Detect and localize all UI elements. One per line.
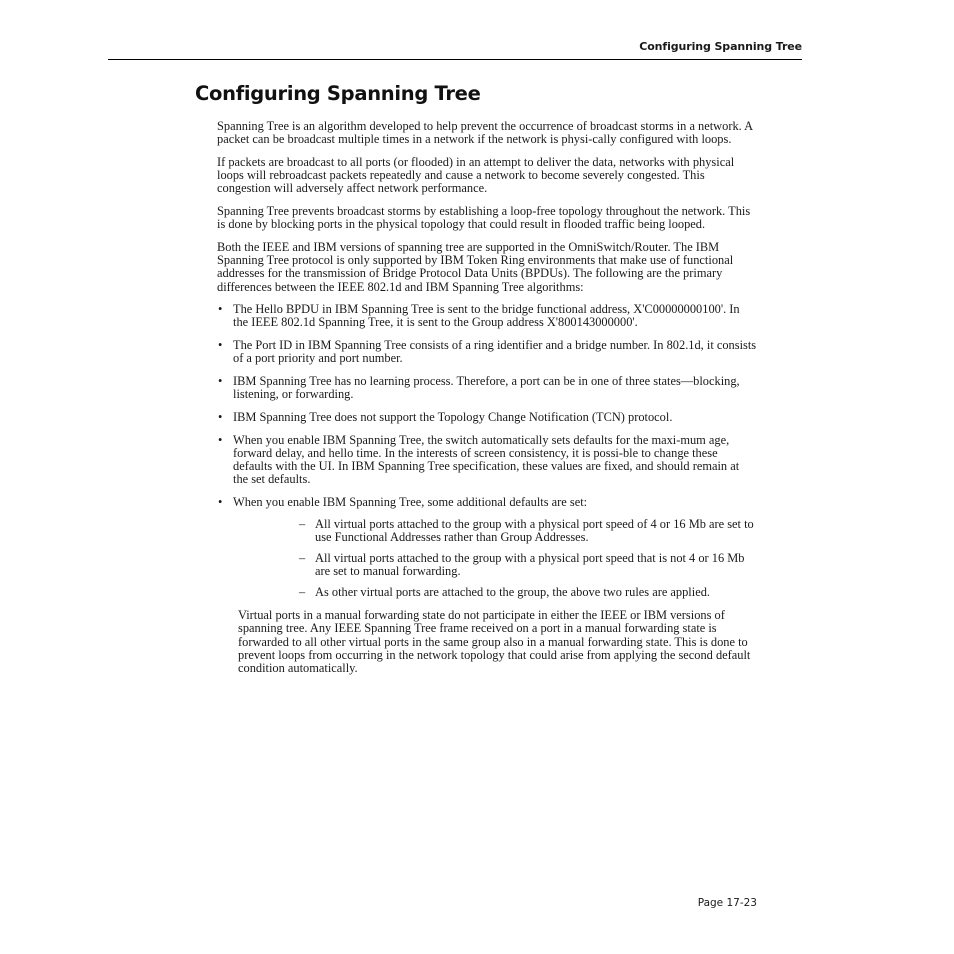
sub-list-item [299,518,757,544]
closing-paragraph: Virtual ports in a manual forwarding state do not participate in either the IEEE or IBM versions of spanning tree. Any IEEE Spanning Tree frame received on a port in a manual forwarding state is forwarded to all other virtual ports in the same group also in a manual forwarding state. This is done to prevent loops from occurring in the network topology that could arise from applying the second default condition automatically. [238,608,751,675]
section-title: Configuring Spanning Tree [195,82,481,105]
list-item-text: When you enable IBM Spanning Tree, some additional defaults are set: [233,494,588,509]
list-item [217,411,757,424]
dash-marker: – [299,551,306,566]
bullet-marker: • [218,432,223,447]
list-item-text: When you enable IBM Spanning Tree, the switch automatically sets defaults for the maxi-mum age, forward delay, and hello time. In the interests of screen consistency, it is possi-ble to change these defaults with the UI. In IBM Spanning Tree specification, these values are fixed, and should remain at the set defaults. [233,432,740,487]
list-item [217,375,757,401]
body-text [217,120,757,675]
dash-marker: – [299,517,306,532]
list-item [217,339,757,365]
header-rule [108,59,802,60]
bullet-marker: • [218,338,223,353]
bullet-marker: • [218,409,223,424]
sub-list-item [299,586,757,599]
running-header: Configuring Spanning Tree [639,40,802,53]
sub-list-item-text: As other virtual ports are attached to the group, the above two rules are applied. [315,584,710,599]
sub-list [299,518,757,599]
sub-list-item [299,552,757,578]
list-item [217,496,757,599]
list-item-text: The Hello BPDU in IBM Spanning Tree is sent to the bridge functional address, X'C00000000100'. In the IEEE 802.1d Spanning Tree, it is sent to the Group address X'800143000000'. [233,302,740,330]
list-item-text: IBM Spanning Tree does not support the Topology Change Notification (TCN) protocol. [233,409,673,424]
bullet-marker: • [218,374,223,389]
paragraph: Spanning Tree prevents broadcast storms by establishing a loop-free topology throughout the network. This is done by blocking ports in the physical topology that could result in flooded traffic being looped. [217,204,751,232]
differences-list [217,303,757,599]
sub-list-item-text: All virtual ports attached to the group with a physical port speed of 4 or 16 Mb are set to use Functional Addresses rather than Group Addresses. [315,517,754,545]
list-item [217,434,757,487]
paragraph: Both the IEEE and IBM versions of spanning tree are supported in the OmniSwitch/Router. The IBM Spanning Tree protocol is only supported by IBM Token Ring environments that make use of functional addresses for the transmission of Bridge Protocol Data Units (BPDUs). The following are the primary differences between the IEEE 802.1d and IBM Spanning Tree algorithms: [217,239,734,294]
list-item [217,303,757,329]
list-item-text: IBM Spanning Tree has no learning process. Therefore, a port can be in one of three states—blocking, listening, or forwarding. [233,374,740,402]
sub-list-item-text: All virtual ports attached to the group with a physical port speed that is not 4 or 16 Mb are set to manual forwarding. [315,551,745,579]
list-item-text: The Port ID in IBM Spanning Tree consists of a ring identifier and a bridge number. In 802.1d, it consists of a port priority and port number. [233,338,757,366]
bullet-marker: • [218,494,223,509]
bullet-marker: • [218,302,223,317]
paragraph: Spanning Tree is an algorithm developed to help prevent the occurrence of broadcast storms in a network. A packet can be broadcast multiple times in a network if the network is physi-cally configured with loops. [217,119,753,147]
dash-marker: – [299,584,306,599]
page-number: Page 17-23 [697,897,757,909]
paragraph: If packets are broadcast to all ports (or flooded) in an attempt to deliver the data, networks with physical loops will rebroadcast packets repeatedly and cause a network to become severely congested. This congestion will adversely affect network performance. [217,154,735,196]
